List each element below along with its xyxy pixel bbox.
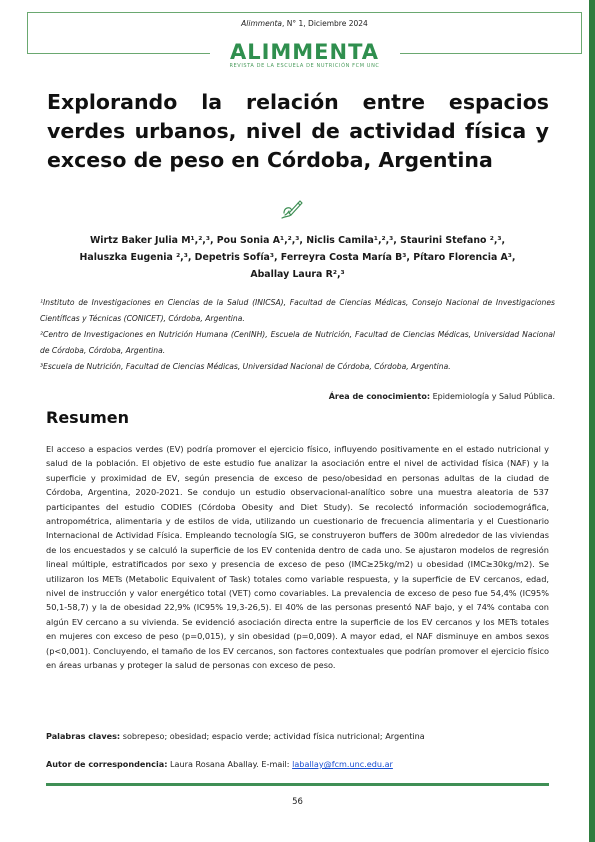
affiliation-item: ¹Instituto de Investigaciones en Ciencias de la Salud (INICSA), Facultad de Ciencias Médicas, Consejo Nacional de Investigaciones Científicas y Técnicas (CONICET), Córdoba, Argentina.	[40, 298, 555, 323]
affiliation-item: ³Escuela de Nutrición, Facultad de Ciencias Médicas, Universidad Nacional de Córdoba, Córdoba, Argentina.	[40, 362, 451, 371]
journal-name: Alimmenta	[241, 19, 282, 28]
correspondence-label: Autor de correspondencia:	[46, 759, 168, 769]
affiliation-list	[40, 295, 555, 375]
abstract-text: El acceso a espacios verdes (EV) podría promover el ejercicio físico, influyendo positivamente en el estado nutricional y salud de la población. El objetivo de este estudio fue analizar la asociación entre el nivel de actividad física (NAF) y la superficie y proximidad de EV, según presencia de exceso de peso/obesidad en personas adultas de la ciudad de Córdoba, Argentina, 2020-2021. Se condujo un estudio observacional-analítico sobre una muestra aleatoria de 537 participantes del estudio CODIES (Córdoba Obesity and Diet Study). Se recolectó información sociodemográfica, antropométrica, alimentaria y de estilos de vida, utilizando un cuestionario de frecuencia alimentaria y el Cuestionario Internacional de Actividad Física. Empleando tecnología SIG, se construyeron buffers de 300m alrededor de las viviendas de los encuestados y se calculó la superficie de los EV contenida dentro de cada uno. Se ajustaron modelos de regresión lineal múltiple, estratificados por sexo y presencia de exceso de peso (IMC≥25kg/m2) u obesidad (IMC≥30kg/m2). Se utilizaron los METs (Metabolic Equivalent of Task) totales como variable respuesta, y la superficie de EV cercanos, edad, nivel de instrucción y valor energético total (VET) como covariables. La prevalencia de exceso de peso fue 54,4% (IC95% 50,1-58,7) y la de obesidad 22,9% (IC95% 19,3-26,5). El 40% de las personas presentó NAF bajo, y el 74% contaba con algún EV cercano a su vivienda. Se evidenció asociación directa entre la superficie de los EV cercanos y los METs totales en mujeres con exceso de peso (p=0,015), y sin obesidad (p=0,009). A mayor edad, el NAF disminuye en ambos sexos (p<0,001). Concluyendo, el tamaño de los EV cercanos, son factores contextuales que podrían promover el ejercicio físico en áreas urbanas y proteger la salud de personas con exceso de peso.	[46, 444, 549, 671]
email-link[interactable]: laballay@fcm.unc.edu.ar	[292, 759, 393, 769]
keywords	[46, 731, 549, 741]
author-line: Aballay Laura R²,³	[250, 269, 345, 280]
author-list	[40, 232, 555, 283]
page-number: 56	[292, 797, 303, 807]
author-line: Wirtz Baker Julia M¹,²,³, Pou Sonia A¹,²,³, Niclis Camila¹,²,³, Staurini Stefano ²,³,	[89, 235, 506, 246]
journal-header	[27, 12, 582, 69]
correspondence	[46, 759, 549, 769]
correspondence-name: Laura Rosana Aballay. E-mail:	[167, 759, 293, 769]
issue-info: , N° 1, Diciembre 2024	[282, 19, 368, 28]
affiliation-item: ²Centro de Investigaciones en Nutrición Humana (CenINH), Escuela de Nutrición, Facultad de Ciencias Médicas, Universidad Nacional de Córdoba, Córdoba, Argentina.	[40, 330, 555, 355]
knowledge-area-value: Epidemiología y Salud Pública.	[430, 392, 555, 401]
knowledge-area	[40, 392, 555, 401]
footer-divider	[46, 783, 549, 786]
abstract-heading: Resumen	[46, 408, 129, 427]
logo-subtitle: REVISTA DE LA ESCUELA DE NUTRICIÓN FCM UNC	[229, 63, 380, 69]
logo-text: ALIMMENTA	[229, 40, 380, 64]
article-title: Explorando la relación entre espacios verdes urbanos, nivel de actividad física y exceso de peso en Córdoba, Argentina	[47, 90, 549, 172]
issue-line	[28, 19, 581, 28]
writing-hand-icon	[279, 196, 305, 222]
keywords-label: Palabras claves:	[46, 731, 121, 741]
knowledge-area-label: Área de conocimiento:	[328, 392, 431, 401]
page-edge-stripe	[589, 0, 595, 842]
journal-logo	[210, 41, 400, 70]
author-line: Haluszka Eugenia ²,³, Depetris Sofía³, Ferreyra Costa María B³, Pítaro Florencia A³,	[79, 252, 516, 263]
keywords-value: sobrepeso; obesidad; espacio verde; actividad física nutricional; Argentina	[120, 731, 425, 741]
